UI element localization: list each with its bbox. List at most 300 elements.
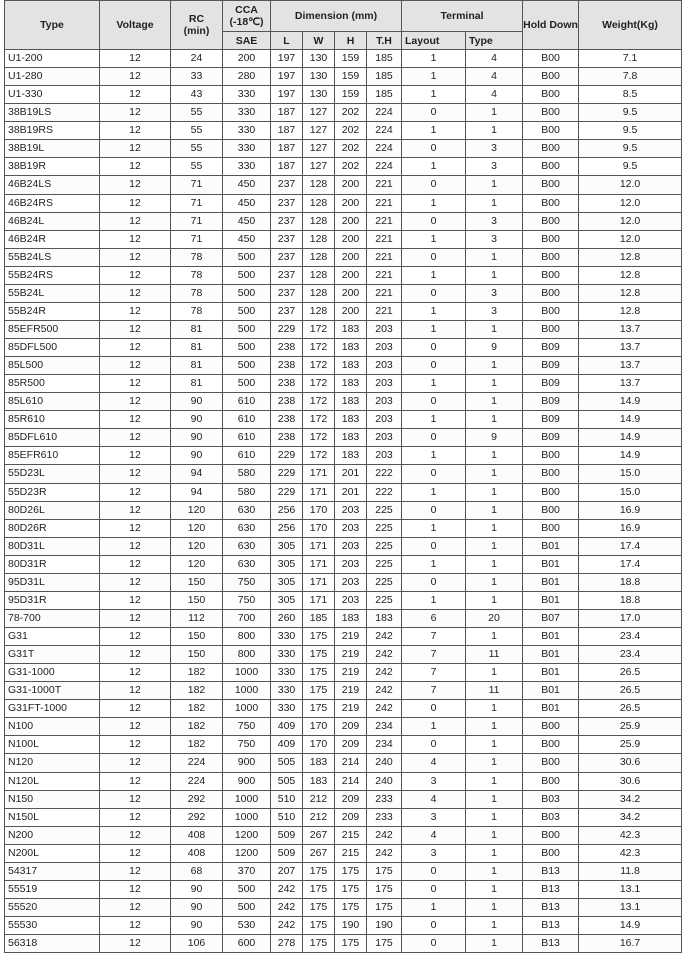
cell-hold-down: B13	[523, 898, 579, 916]
cell-total-height: 242	[367, 826, 402, 844]
cell-height: 209	[335, 808, 367, 826]
cell-total-height: 203	[367, 339, 402, 357]
cell-hold-down: B00	[523, 302, 579, 320]
cell-voltage: 12	[100, 591, 171, 609]
cell-total-height: 183	[367, 609, 402, 627]
cell-terminal-layout: 0	[402, 880, 466, 898]
cell-width: 212	[303, 808, 335, 826]
cell-hold-down: B13	[523, 935, 579, 953]
cell-type: N120	[5, 754, 100, 772]
cell-rc: 68	[171, 862, 223, 880]
cell-length: 409	[271, 718, 303, 736]
cell-total-height: 221	[367, 194, 402, 212]
cell-hold-down: B00	[523, 104, 579, 122]
cell-terminal-type: 1	[466, 483, 523, 501]
cell-type: 85EFR500	[5, 320, 100, 338]
cell-terminal-type: 1	[466, 537, 523, 555]
cell-weight: 26.5	[579, 664, 682, 682]
table-row	[5, 393, 682, 411]
cell-length: 242	[271, 917, 303, 935]
cell-cca: 610	[223, 411, 271, 429]
cell-type: G31-1000T	[5, 682, 100, 700]
header-dimension: Dimension (mm)	[271, 1, 402, 32]
cell-width: 170	[303, 718, 335, 736]
cell-width: 183	[303, 772, 335, 790]
cell-total-height: 242	[367, 700, 402, 718]
cell-cca: 800	[223, 628, 271, 646]
cell-type: 46B24R	[5, 230, 100, 248]
cell-hold-down: B00	[523, 501, 579, 519]
cell-length: 187	[271, 140, 303, 158]
cell-terminal-layout: 3	[402, 772, 466, 790]
cell-total-height: 225	[367, 501, 402, 519]
cell-hold-down: B00	[523, 248, 579, 266]
cell-rc: 120	[171, 501, 223, 519]
cell-height: 219	[335, 646, 367, 664]
cell-total-height: 185	[367, 68, 402, 86]
cell-height: 215	[335, 844, 367, 862]
cell-weight: 13.7	[579, 357, 682, 375]
cell-voltage: 12	[100, 609, 171, 627]
cell-length: 237	[271, 302, 303, 320]
cell-terminal-layout: 1	[402, 194, 466, 212]
cell-voltage: 12	[100, 50, 171, 68]
cell-width: 170	[303, 519, 335, 537]
battery-spec-table	[4, 0, 682, 953]
cell-type: U1-330	[5, 86, 100, 104]
cell-terminal-layout: 4	[402, 826, 466, 844]
cell-height: 183	[335, 429, 367, 447]
cell-length: 237	[271, 194, 303, 212]
cell-terminal-type: 1	[466, 465, 523, 483]
table-row	[5, 50, 682, 68]
cell-rc: 408	[171, 844, 223, 862]
cell-width: 172	[303, 447, 335, 465]
cell-terminal-type: 3	[466, 230, 523, 248]
table-row	[5, 862, 682, 880]
table-row	[5, 501, 682, 519]
cell-length: 330	[271, 646, 303, 664]
cell-type: N200	[5, 826, 100, 844]
cell-height: 209	[335, 790, 367, 808]
cell-height: 200	[335, 284, 367, 302]
header-cca-std: SAE	[223, 32, 271, 50]
cell-length: 278	[271, 935, 303, 953]
cell-voltage: 12	[100, 519, 171, 537]
table-row	[5, 772, 682, 790]
cell-width: 212	[303, 790, 335, 808]
cell-length: 237	[271, 284, 303, 302]
cell-total-height: 242	[367, 646, 402, 664]
table-row	[5, 808, 682, 826]
table-row	[5, 411, 682, 429]
cell-terminal-layout: 0	[402, 465, 466, 483]
cell-hold-down: B00	[523, 68, 579, 86]
cell-terminal-layout: 0	[402, 357, 466, 375]
cell-voltage: 12	[100, 248, 171, 266]
cell-cca: 600	[223, 935, 271, 953]
cell-voltage: 12	[100, 284, 171, 302]
cell-weight: 14.9	[579, 917, 682, 935]
cell-terminal-layout: 1	[402, 718, 466, 736]
cell-terminal-type: 1	[466, 754, 523, 772]
cell-rc: 94	[171, 465, 223, 483]
cell-hold-down: B09	[523, 393, 579, 411]
table-row	[5, 628, 682, 646]
cell-hold-down: B09	[523, 429, 579, 447]
header-dim-th: T.H	[367, 32, 402, 50]
cell-voltage: 12	[100, 808, 171, 826]
cell-height: 200	[335, 248, 367, 266]
cell-height: 183	[335, 339, 367, 357]
cell-total-height: 222	[367, 465, 402, 483]
header-weight: Weight(Kg)	[579, 1, 682, 50]
header-rc	[171, 1, 223, 50]
cell-terminal-layout: 0	[402, 248, 466, 266]
cell-terminal-layout: 1	[402, 447, 466, 465]
cell-weight: 12.8	[579, 302, 682, 320]
cell-cca: 500	[223, 898, 271, 916]
cell-voltage: 12	[100, 429, 171, 447]
cell-terminal-layout: 7	[402, 664, 466, 682]
cell-rc: 78	[171, 266, 223, 284]
cell-voltage: 12	[100, 357, 171, 375]
cell-hold-down: B00	[523, 266, 579, 284]
cell-terminal-type: 3	[466, 302, 523, 320]
cell-weight: 26.5	[579, 700, 682, 718]
cell-height: 200	[335, 266, 367, 284]
cell-weight: 12.8	[579, 248, 682, 266]
cell-cca: 330	[223, 140, 271, 158]
cell-terminal-layout: 1	[402, 555, 466, 573]
table-row	[5, 86, 682, 104]
cell-terminal-layout: 0	[402, 176, 466, 194]
cell-type: G31T	[5, 646, 100, 664]
cell-terminal-layout: 1	[402, 411, 466, 429]
cell-length: 256	[271, 501, 303, 519]
cell-length: 197	[271, 68, 303, 86]
cell-height: 203	[335, 519, 367, 537]
cell-terminal-type: 1	[466, 772, 523, 790]
table-row	[5, 880, 682, 898]
cell-weight: 8.5	[579, 86, 682, 104]
cell-height: 219	[335, 700, 367, 718]
table-row	[5, 429, 682, 447]
cell-rc: 90	[171, 917, 223, 935]
cell-total-height: 242	[367, 844, 402, 862]
cell-length: 330	[271, 682, 303, 700]
cell-voltage: 12	[100, 447, 171, 465]
cell-terminal-layout: 1	[402, 591, 466, 609]
cell-width: 175	[303, 917, 335, 935]
cell-width: 128	[303, 194, 335, 212]
table-row	[5, 519, 682, 537]
cell-terminal-layout: 1	[402, 122, 466, 140]
cell-height: 203	[335, 501, 367, 519]
cell-hold-down: B00	[523, 772, 579, 790]
cell-cca: 500	[223, 266, 271, 284]
cell-height: 200	[335, 176, 367, 194]
cell-height: 219	[335, 628, 367, 646]
cell-hold-down: B00	[523, 465, 579, 483]
cell-type: 85EFR610	[5, 447, 100, 465]
table-row	[5, 682, 682, 700]
cell-weight: 25.9	[579, 736, 682, 754]
cell-voltage: 12	[100, 718, 171, 736]
cell-weight: 13.7	[579, 375, 682, 393]
cell-terminal-type: 1	[466, 917, 523, 935]
cell-voltage: 12	[100, 682, 171, 700]
cell-rc: 182	[171, 664, 223, 682]
cell-terminal-layout: 1	[402, 158, 466, 176]
cell-height: 200	[335, 230, 367, 248]
table-row	[5, 230, 682, 248]
table-row	[5, 754, 682, 772]
cell-type: G31FT-1000	[5, 700, 100, 718]
cell-terminal-type: 1	[466, 862, 523, 880]
cell-hold-down: B00	[523, 483, 579, 501]
cell-height: 214	[335, 772, 367, 790]
cell-width: 175	[303, 880, 335, 898]
cell-rc: 90	[171, 898, 223, 916]
cell-terminal-type: 3	[466, 158, 523, 176]
cell-total-height: 233	[367, 808, 402, 826]
table-row	[5, 736, 682, 754]
cell-terminal-type: 1	[466, 808, 523, 826]
header-dim-h: H	[335, 32, 367, 50]
cell-weight: 15.0	[579, 465, 682, 483]
cell-weight: 17.4	[579, 555, 682, 573]
cell-rc: 106	[171, 935, 223, 953]
cell-weight: 12.0	[579, 230, 682, 248]
cell-cca: 500	[223, 880, 271, 898]
cell-weight: 13.1	[579, 898, 682, 916]
cell-type: N200L	[5, 844, 100, 862]
cell-cca: 700	[223, 609, 271, 627]
cell-type: 95D31L	[5, 573, 100, 591]
cell-hold-down: B01	[523, 682, 579, 700]
cell-type: 55520	[5, 898, 100, 916]
cell-length: 229	[271, 447, 303, 465]
cell-total-height: 190	[367, 917, 402, 935]
cell-hold-down: B00	[523, 176, 579, 194]
cell-total-height: 225	[367, 573, 402, 591]
cell-rc: 150	[171, 573, 223, 591]
cell-cca: 610	[223, 429, 271, 447]
cell-voltage: 12	[100, 158, 171, 176]
cell-height: 175	[335, 898, 367, 916]
cell-weight: 23.4	[579, 646, 682, 664]
cell-cca: 800	[223, 646, 271, 664]
cell-rc: 120	[171, 537, 223, 555]
cell-terminal-type: 3	[466, 284, 523, 302]
cell-terminal-layout: 1	[402, 230, 466, 248]
cell-height: 200	[335, 194, 367, 212]
cell-length: 260	[271, 609, 303, 627]
cell-height: 183	[335, 375, 367, 393]
cell-rc: 90	[171, 393, 223, 411]
cell-total-height: 242	[367, 682, 402, 700]
cell-width: 171	[303, 591, 335, 609]
cell-hold-down: B00	[523, 230, 579, 248]
cell-terminal-type: 1	[466, 591, 523, 609]
cell-width: 171	[303, 573, 335, 591]
cell-height: 209	[335, 718, 367, 736]
cell-cca: 500	[223, 320, 271, 338]
cell-hold-down: B00	[523, 122, 579, 140]
cell-cca: 1000	[223, 700, 271, 718]
cell-type: 80D26R	[5, 519, 100, 537]
cell-rc: 224	[171, 754, 223, 772]
cell-total-height: 224	[367, 122, 402, 140]
cell-total-height: 225	[367, 555, 402, 573]
table-row	[5, 140, 682, 158]
cell-length: 197	[271, 86, 303, 104]
header-cca-temp: (-18℃)	[229, 16, 264, 28]
cell-terminal-type: 1	[466, 880, 523, 898]
cell-height: 202	[335, 158, 367, 176]
cell-type: 85L500	[5, 357, 100, 375]
cell-terminal-type: 20	[466, 609, 523, 627]
cell-cca: 500	[223, 302, 271, 320]
cell-weight: 14.9	[579, 411, 682, 429]
cell-total-height: 233	[367, 790, 402, 808]
cell-terminal-type: 1	[466, 176, 523, 194]
cell-height: 183	[335, 357, 367, 375]
cell-width: 171	[303, 555, 335, 573]
cell-rc: 408	[171, 826, 223, 844]
cell-rc: 182	[171, 682, 223, 700]
cell-rc: 292	[171, 808, 223, 826]
cell-weight: 12.0	[579, 176, 682, 194]
cell-width: 130	[303, 86, 335, 104]
cell-terminal-type: 1	[466, 555, 523, 573]
cell-weight: 34.2	[579, 808, 682, 826]
cell-terminal-layout: 1	[402, 320, 466, 338]
cell-length: 237	[271, 248, 303, 266]
cell-length: 509	[271, 826, 303, 844]
cell-type: N120L	[5, 772, 100, 790]
cell-width: 127	[303, 104, 335, 122]
cell-total-height: 242	[367, 628, 402, 646]
cell-cca: 1200	[223, 844, 271, 862]
cell-rc: 112	[171, 609, 223, 627]
cell-width: 170	[303, 736, 335, 754]
cell-width: 175	[303, 664, 335, 682]
cell-width: 128	[303, 230, 335, 248]
cell-voltage: 12	[100, 935, 171, 953]
cell-terminal-type: 1	[466, 898, 523, 916]
cell-length: 237	[271, 212, 303, 230]
cell-weight: 11.8	[579, 862, 682, 880]
table-row	[5, 935, 682, 953]
cell-height: 159	[335, 68, 367, 86]
cell-hold-down: B13	[523, 880, 579, 898]
cell-type: 55B24R	[5, 302, 100, 320]
cell-total-height: 203	[367, 357, 402, 375]
cell-rc: 81	[171, 320, 223, 338]
cell-voltage: 12	[100, 140, 171, 158]
cell-voltage: 12	[100, 917, 171, 935]
table-row	[5, 465, 682, 483]
cell-width: 128	[303, 302, 335, 320]
cell-voltage: 12	[100, 194, 171, 212]
table-row	[5, 447, 682, 465]
cell-terminal-layout: 3	[402, 844, 466, 862]
cell-weight: 18.8	[579, 573, 682, 591]
cell-voltage: 12	[100, 104, 171, 122]
cell-total-height: 221	[367, 212, 402, 230]
cell-height: 203	[335, 537, 367, 555]
table-row	[5, 194, 682, 212]
cell-voltage: 12	[100, 122, 171, 140]
cell-rc: 78	[171, 302, 223, 320]
cell-length: 238	[271, 429, 303, 447]
cell-length: 238	[271, 411, 303, 429]
cell-voltage: 12	[100, 880, 171, 898]
cell-terminal-type: 4	[466, 50, 523, 68]
table-row	[5, 700, 682, 718]
cell-weight: 9.5	[579, 140, 682, 158]
cell-terminal-layout: 0	[402, 862, 466, 880]
cell-total-height: 221	[367, 230, 402, 248]
cell-voltage: 12	[100, 266, 171, 284]
cell-voltage: 12	[100, 339, 171, 357]
cell-terminal-type: 3	[466, 140, 523, 158]
cell-total-height: 221	[367, 284, 402, 302]
cell-cca: 500	[223, 248, 271, 266]
cell-terminal-type: 1	[466, 935, 523, 953]
cell-voltage: 12	[100, 302, 171, 320]
cell-weight: 34.2	[579, 790, 682, 808]
cell-terminal-layout: 0	[402, 104, 466, 122]
cell-weight: 12.8	[579, 284, 682, 302]
cell-width: 172	[303, 320, 335, 338]
cell-type: 55B24LS	[5, 248, 100, 266]
cell-terminal-type: 9	[466, 339, 523, 357]
cell-type: 38B19L	[5, 140, 100, 158]
cell-hold-down: B09	[523, 375, 579, 393]
table-header	[5, 1, 682, 50]
cell-height: 159	[335, 86, 367, 104]
cell-cca: 630	[223, 555, 271, 573]
cell-hold-down: B09	[523, 357, 579, 375]
table-row	[5, 68, 682, 86]
cell-total-height: 225	[367, 591, 402, 609]
cell-weight: 12.0	[579, 212, 682, 230]
cell-total-height: 234	[367, 736, 402, 754]
table-row	[5, 664, 682, 682]
cell-rc: 55	[171, 140, 223, 158]
cell-terminal-layout: 1	[402, 68, 466, 86]
cell-length: 229	[271, 483, 303, 501]
cell-total-height: 240	[367, 772, 402, 790]
cell-cca: 330	[223, 122, 271, 140]
cell-height: 159	[335, 50, 367, 68]
table-row	[5, 826, 682, 844]
header-type: Type	[5, 1, 100, 50]
cell-cca: 530	[223, 917, 271, 935]
cell-total-height: 242	[367, 664, 402, 682]
cell-width: 172	[303, 357, 335, 375]
cell-rc: 150	[171, 628, 223, 646]
cell-hold-down: B00	[523, 320, 579, 338]
cell-rc: 78	[171, 284, 223, 302]
table-row	[5, 248, 682, 266]
cell-total-height: 203	[367, 393, 402, 411]
cell-weight: 16.7	[579, 935, 682, 953]
cell-rc: 71	[171, 194, 223, 212]
